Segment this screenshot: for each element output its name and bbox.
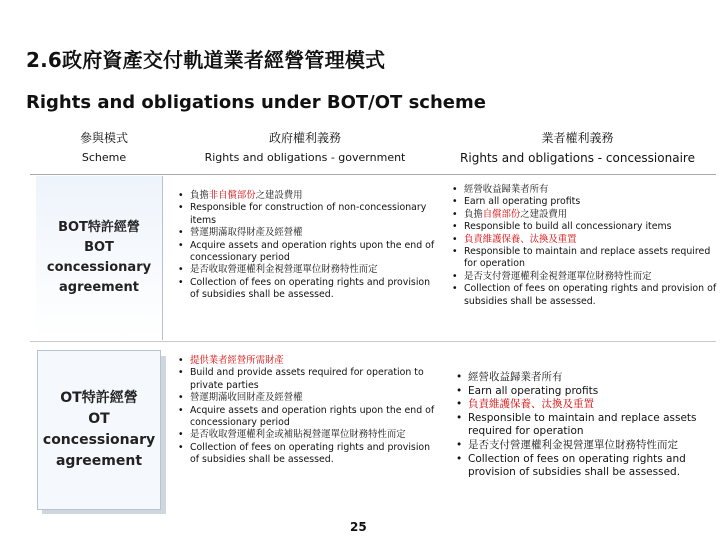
item-text: 負擔 (190, 190, 209, 201)
government-list-bot (176, 190, 438, 302)
item-text: 是否收取營運權利金視營運單位財務特性而定 (190, 264, 378, 276)
item-text: 營運期滿取得財產及經營權 (190, 227, 303, 239)
concessionaire-list-bot (450, 184, 718, 308)
item-text: Acquire assets and operation rights upon the end of concessionary period (190, 239, 435, 264)
list-item (454, 439, 718, 453)
header-government (180, 128, 430, 168)
header-scheme-en: Scheme (81, 151, 127, 164)
scheme-ot-en3: agreement (55, 453, 143, 469)
list-item (450, 221, 718, 233)
page-number: 25 (350, 520, 367, 534)
header-divider (30, 174, 716, 175)
header-concessionaire-zh: 業者權利義務 (541, 131, 614, 145)
list-item (176, 405, 440, 430)
list-item (176, 264, 438, 276)
page-subtitle: Rights and obligations under BOT/OT scheme (26, 92, 486, 113)
list-item (454, 453, 718, 480)
item-text: 之建設費用 (520, 208, 568, 220)
list-item (450, 196, 718, 208)
item-text: 是否支付營運權利金視營運單位財務特性而定 (464, 270, 652, 282)
list-item (176, 367, 440, 392)
concessionaire-list-ot (454, 371, 718, 480)
scheme-ot-en2: concessionary (42, 432, 156, 448)
list-item (454, 371, 718, 385)
item-text: Responsible for construction of non-concessionary items (190, 202, 427, 226)
list-item (176, 227, 438, 239)
item-text: Collection of fees on operating rights and provision of subsidies shall be assessed. (468, 452, 686, 479)
scheme-bot-en3: agreement (59, 280, 139, 295)
list-item (450, 209, 718, 221)
list-item (176, 392, 440, 404)
list-item (450, 271, 718, 283)
item-text: 經營收益歸業者所有 (468, 371, 563, 383)
row-divider (30, 341, 716, 342)
list-item (450, 184, 718, 196)
list-item (454, 385, 718, 399)
scheme-cell-ot (37, 350, 161, 510)
list-item (176, 240, 438, 265)
list-item (454, 398, 718, 412)
header-government-en: Rights and obligations - government (204, 151, 406, 164)
item-text: 負擔 (464, 208, 483, 220)
scheme-bot-en1: BOT (84, 240, 114, 255)
list-item (176, 429, 440, 441)
item-text: Collection of fees on operating rights and provision of subsidies shall be assessed. (464, 283, 717, 307)
item-text: Earn all operating profits (468, 384, 599, 397)
header-concessionaire (440, 128, 715, 168)
list-item (450, 246, 718, 271)
item-text: Responsible to build all concessionary items (464, 221, 672, 233)
page-title: 2.6政府資產交付軌道業者經營管理模式 (26, 48, 386, 72)
item-text: Collection of fees on operating rights and provision of subsidies shall be assessed. (190, 441, 431, 466)
item-text: 是否收取營運權利金或補貼視營運單位財務特性而定 (190, 429, 406, 441)
highlight-text: 提供業者經營所需財產 (190, 355, 284, 366)
highlight-text: 非自償部份 (208, 190, 256, 201)
item-text: 之建設費用 (255, 190, 303, 201)
item-text: Acquire assets and operation rights upon the end of concessionary period (190, 404, 435, 429)
header-scheme (44, 128, 164, 168)
item-text: 是否支付營運權利金視營運單位財務特性而定 (468, 438, 678, 451)
header-concessionaire-en: Rights and obligations - concessionaire (460, 151, 695, 165)
item-text: 經營收益歸業者所有 (464, 184, 549, 195)
list-item (176, 442, 440, 467)
item-text: Responsible to maintain and replace assets required for operation (468, 411, 697, 438)
list-item (450, 234, 718, 246)
item-text: Build and provide assets required for operation to private parties (190, 367, 424, 391)
item-text: Collection of fees on operating rights and provision of subsidies shall be assessed. (190, 276, 431, 301)
list-item (176, 277, 438, 302)
list-item (176, 190, 438, 202)
highlight-text: 負責維護保養、汰換及重置 (468, 398, 594, 411)
highlight-text: 負責維護保養、汰換及重置 (464, 233, 577, 245)
scheme-bot-en2: concessionary (46, 260, 152, 275)
government-list-ot (176, 355, 440, 467)
highlight-text: 自償部份 (482, 208, 521, 220)
list-item (450, 283, 718, 308)
list-item (176, 202, 438, 227)
scheme-bot-zh: BOT特許經營 (58, 220, 140, 235)
list-item (454, 412, 718, 439)
item-text: Earn all operating profits (464, 196, 581, 208)
scheme-cell-bot (36, 176, 163, 340)
list-item (176, 355, 440, 367)
item-text: 營運期滿收回財產及經營權 (190, 392, 303, 404)
scheme-ot-zh: OT特許經營 (60, 390, 138, 406)
scheme-ot-en1: OT (88, 411, 110, 427)
header-government-zh: 政府權利義務 (268, 131, 341, 145)
header-scheme-zh: 參與模式 (79, 131, 128, 145)
item-text: Responsible to maintain and replace assets required for operation (464, 246, 711, 270)
